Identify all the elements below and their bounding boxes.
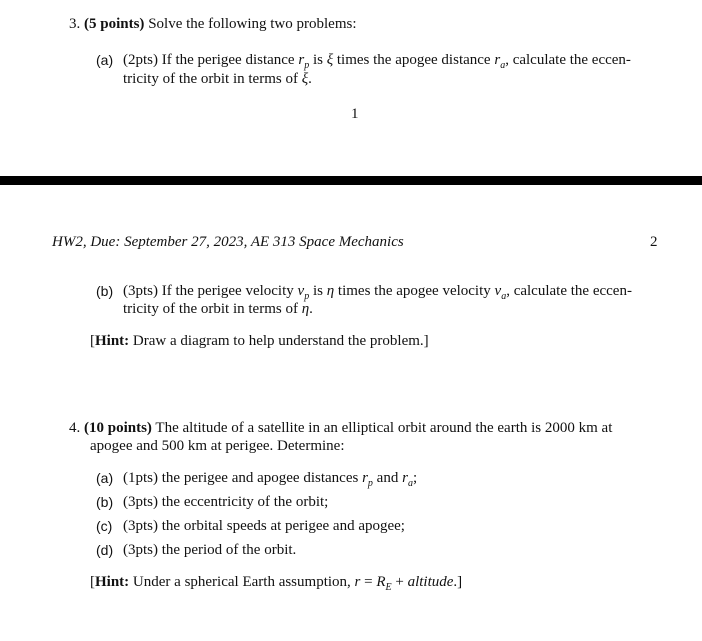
problem-4-line2: apogee and 500 km at perigee. Determine:	[90, 438, 345, 454]
problem-3b-text-5: tricity of the orbit in terms of	[123, 301, 302, 317]
problem-4-number: 4.	[69, 420, 81, 436]
problem-4-text-1: The altitude of a satellite in an elliptical orbit around the earth is 2000 km at	[155, 420, 613, 436]
v-a-symbol: $v_a$	[494, 283, 507, 302]
problem-3a-line2	[123, 70, 312, 89]
problem-3a-text-6: .	[308, 71, 312, 87]
xi-symbol: ξ	[326, 52, 334, 68]
problem-3a-text-4: , calculate the eccen-	[505, 52, 631, 68]
problem-3b-label: (b)	[96, 283, 114, 299]
problem-4-line1	[69, 419, 612, 438]
problem-4a-label: (a)	[96, 470, 114, 486]
hint-2-text: Under a spherical Earth assumption,	[129, 574, 355, 590]
problem-4a-text-3: ;	[412, 470, 418, 486]
plus-sign: +	[391, 574, 408, 590]
hint-2-close: .]	[453, 574, 463, 590]
problem-3b-line2	[123, 300, 313, 319]
problem-4b-label: (b)	[96, 494, 114, 510]
page-header: HW2, Due: September 27, 2023, AE 313 Space Mechanics	[52, 234, 404, 250]
eta-symbol-2: η	[301, 301, 310, 317]
page-number-2: 2	[650, 234, 658, 250]
problem-3-points: (5 points)	[84, 16, 145, 32]
page-divider	[0, 176, 702, 185]
hint-spherical-earth	[90, 573, 462, 592]
problem-4a-text-1: (1pts) the perigee and apogee distances	[123, 470, 363, 486]
problem-3a-text-2: is	[309, 52, 327, 68]
hint-1-label: Hint:	[95, 333, 130, 349]
hint-1-bracket: [	[90, 333, 95, 349]
problem-4c-label: (c)	[96, 518, 113, 534]
hint-2-bracket: [	[90, 574, 95, 590]
problem-4a-text	[123, 469, 417, 488]
page-number-1: 1	[351, 106, 359, 122]
r-a-symbol-2: $r_a$	[402, 470, 413, 489]
problem-3a-text-1: (2pts) If the perigee distance	[123, 52, 299, 68]
problem-3b-text-3: times the apogee velocity	[334, 283, 495, 299]
problem-4b-text: (3pts) the eccentricity of the orbit;	[123, 494, 329, 510]
hint-2-label: Hint:	[95, 574, 130, 590]
problem-3a-text-5: tricity of the orbit in terms of	[123, 71, 302, 87]
R-E-symbol: $R_E$	[376, 574, 392, 593]
v-p-symbol: $v_p$	[297, 283, 310, 302]
hint-1-text: Draw a diagram to help understand the problem.]	[129, 333, 429, 349]
r-p-symbol-2: $r_p$	[362, 470, 373, 489]
problem-3b-text-4: , calculate the eccen-	[506, 283, 632, 299]
problem-4c-text: (3pts) the orbital speeds at perigee and apogee;	[123, 518, 405, 534]
r-p-symbol: $r_p$	[298, 52, 310, 71]
problem-3b-text-1: (3pts) If the perigee velocity	[123, 283, 298, 299]
problem-3a-label: (a)	[96, 52, 114, 68]
r-a-symbol: $r_a$	[494, 52, 506, 71]
xi-symbol-2: ξ	[301, 71, 309, 87]
equals-sign: =	[360, 574, 377, 590]
problem-3a-text-3: times the apogee distance	[333, 52, 495, 68]
problem-3b-text-2: is	[309, 283, 327, 299]
problem-3-text: Solve the following two problems:	[148, 16, 357, 32]
eta-symbol: η	[326, 283, 335, 299]
problem-3b-text-6: .	[309, 301, 313, 317]
r-symbol: r	[354, 574, 361, 590]
hint-diagram	[90, 332, 429, 351]
problem-4d-text: (3pts) the period of the orbit.	[123, 542, 297, 558]
altitude-symbol: altitude	[407, 574, 454, 590]
problem-4d-label: (d)	[96, 542, 114, 558]
problem-4a-text-2: and	[372, 470, 403, 486]
problem-3a-line1	[123, 51, 631, 70]
problem-3-number: 3.	[69, 16, 81, 32]
problem-3b-line1	[123, 282, 632, 301]
problem-3-header	[69, 15, 357, 34]
problem-4-points: (10 points)	[84, 420, 152, 436]
